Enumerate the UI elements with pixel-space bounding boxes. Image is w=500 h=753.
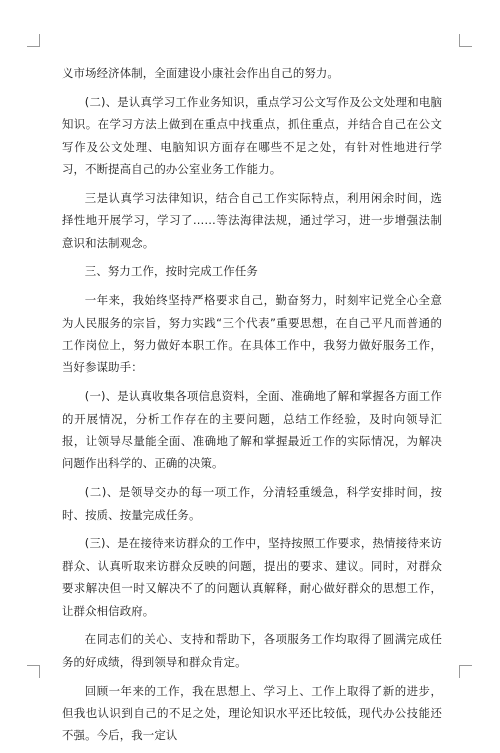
section-heading: 三、努力工作，按时完成工作任务 — [84, 264, 258, 279]
document-body — [62, 62, 442, 753]
paragraph-study-business-knowledge: (二)、是认真学习工作业务知识，重点学习公文写作及公文处理和电脑知识。在学习方法上做到在重点中找重点，抓住重点，并结合自己在公文写作及公文处理、电脑知识方面存在哪些不足之处，有针对性地进行学习，不断提高自己的办公室业务工作能力。 — [62, 94, 442, 177]
paragraph-assigned-tasks: (二)、是领导交办的每一项工作，分清轻重缓急，科学安排时间，按时、按质、按量完成任务。 — [62, 485, 442, 522]
crop-mark-top-left — [27, 34, 40, 47]
paragraph-continuation: 义市场经济体制，全面建设小康社会作出自己的努力。 — [62, 66, 339, 80]
crop-mark-bottom-right — [459, 665, 472, 678]
paragraph-study-law: 三是认真学习法律知识，结合自己工作实际特点，利用闲余时间，选择性地开展学习，学习了……等法海律法规，通过学习，进一步增强法制意识和法制观念。 — [62, 190, 442, 250]
paragraph-receive-visitors: (三)、是在接待来访群众的工作中，坚持按照工作要求，热情接待来访群众、认真听取来访群众反映的问题，提出的要求、建议。同时，对群众要求解决但一时又解决不了的问题认真解释，耐心做好群众的思想工作，让群众相信政府。 — [62, 536, 442, 618]
crop-mark-top-right — [459, 34, 472, 47]
paragraph-achievements: 在同志们的关心、支持和帮助下，各项服务工作均取得了圆满完成任务的好成绩，得到领导和群众肯定。 — [62, 632, 442, 669]
paragraph-year-review: 一年来，我始终坚持严格要求自己，勤奋努力，时刻牢记党全心全意为人民服务的宗旨，努力实践“三个代表”重要思想，在自己平凡而普通的工作岗位上，努力做好本职工作。在具体工作中，我努力做好服务工作，当好参谋助手： — [62, 293, 442, 375]
paragraph-collect-information: (一)、是认真收集各项信息资料，全面、准确地了解和掌握各方面工作的开展情况，分析工作存在的主要问题，总结工作经验，及时向领导汇报，让领导尽量能全面、准确地了解和掌握最近工作的实际情况，为解决问题作出科学的、正确的决策。 — [62, 389, 442, 471]
paragraph-looking-back: 回顾一年来的工作，我在思想上、学习上、工作上取得了新的进步，但我也认识到自己的不足之处，理论知识水平还比较低，现代办公技能还不强。今后，我一定认 — [62, 683, 442, 743]
crop-mark-bottom-left — [27, 665, 40, 678]
